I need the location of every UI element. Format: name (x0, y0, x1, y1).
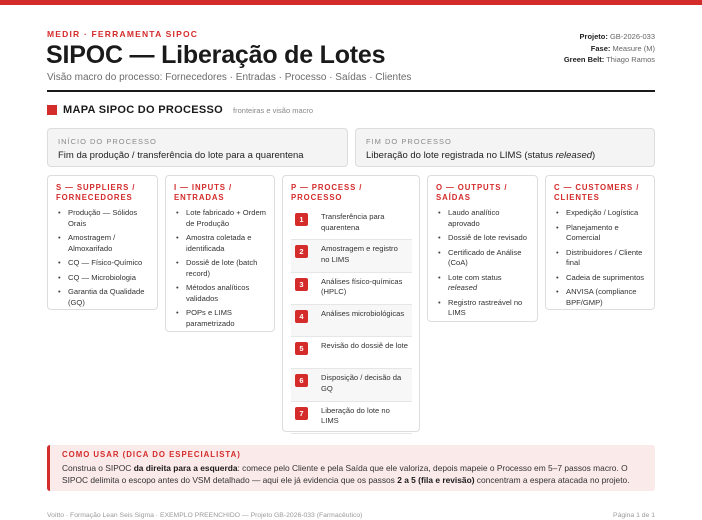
process-heading-line2: PROCESSO (291, 193, 343, 202)
list-item: • POPs e LIMS parametrizado (174, 308, 267, 329)
meta-phase (564, 43, 655, 55)
customers-heading-line1: C — CUSTOMERS / (554, 183, 640, 192)
process-step (291, 337, 412, 369)
process-step (291, 369, 412, 401)
step-number-badge: 6 (295, 374, 308, 387)
outputs-heading (436, 183, 530, 203)
list-item: • Dossiê de lote revisado (436, 233, 530, 244)
suppliers-column (47, 175, 158, 310)
step-label: Revisão do dossiê de lote (321, 341, 408, 351)
list-item: • Métodos analíticos validados (174, 283, 267, 304)
process-end-text-main: Liberação do lote registrada no LIMS (status (366, 150, 556, 161)
process-start-box (47, 128, 348, 167)
suppliers-heading (56, 183, 150, 203)
page-subtitle: Visão macro do processo: Fornecedores · Entradas · Processo · Saídas · Clientes (47, 72, 412, 83)
step-number-badge: 1 (295, 213, 308, 226)
outputs-item4-status: released (448, 283, 478, 292)
outputs-column (427, 175, 538, 322)
inputs-column (165, 175, 275, 332)
list-item: • Certificado de Análise (CoA) (436, 248, 530, 269)
inputs-heading (174, 183, 267, 203)
customers-list (554, 208, 647, 308)
process-column (282, 175, 420, 432)
step-label: Análises físico-químicas (HPLC) (321, 276, 403, 297)
step-label: Liberação do lote no LIMS (321, 405, 390, 426)
meta-phase-value: Measure (M) (612, 43, 655, 53)
process-end-text-close: ) (592, 150, 596, 161)
top-accent-bar (0, 0, 702, 5)
section-marker-icon (47, 105, 57, 115)
step-number-badge: 7 (295, 407, 308, 420)
list-item: • Laudo analítico aprovado (436, 208, 530, 229)
expert-tip-box (47, 445, 655, 491)
step-number-badge: 3 (295, 278, 308, 291)
customers-heading (554, 183, 647, 203)
step-number-badge: 2 (295, 245, 308, 258)
page-title: SIPOC — Liberação de Lotes (46, 41, 386, 69)
list-item: • Planejamento e Comercial (554, 223, 647, 244)
list-item: • CQ — Físico-Químico (56, 258, 150, 269)
suppliers-heading-line1: S — SUPPLIERS / (56, 183, 136, 192)
outputs-list (436, 208, 530, 319)
inputs-heading-line2: ENTRADAS (174, 193, 225, 202)
meta-project-value: GB-2026-033 (609, 32, 655, 41)
list-item: • Lote fabricado + Ordem de Produção (174, 208, 267, 229)
suppliers-heading-line2: FORNECEDORES (56, 193, 133, 202)
section-note: fronteiras e visão macro (233, 106, 314, 115)
list-item: • Cadeia de suprimentos (554, 273, 647, 284)
list-item: • Produção — Sólidos Orais (56, 208, 150, 229)
section-title: MAPA SIPOC DO PROCESSO (63, 104, 224, 116)
tip-text-part: Construa o SIPOC (62, 463, 134, 473)
outputs-item4-text: Lote com status (448, 272, 502, 282)
process-steps (291, 208, 412, 434)
list-item: • Amostragem / Almoxarifado (56, 233, 150, 254)
list-item: • Garantia da Qualidade (GQ) (56, 287, 150, 308)
list-item: • Expedição / Logística (554, 208, 647, 219)
inputs-list (174, 208, 267, 329)
meta-phase-label: Fase: (590, 43, 611, 53)
process-step (291, 208, 412, 240)
tip-text-part: : comece pelo Cliente e pela Saída que ele valoriza, depois mapeie o Processo em 5–7 passos macro. O SIPOC delimita o escopo antes do VSM detalhado — aqui ele já evidencia que os passos (62, 463, 628, 485)
customers-heading-line2: CLIENTES (554, 193, 600, 202)
tip-text-part: concentram a espera atacada no projeto. (474, 474, 630, 485)
step-label: Análises microbiológicas (321, 308, 405, 318)
process-end-text (366, 150, 644, 161)
meta-belt-label: Green Belt: (563, 55, 605, 64)
meta-project-label: Projeto: (579, 32, 608, 41)
list-item: • Amostra coletada e identificada (174, 233, 267, 254)
list-item: • Distribuidores / Cliente final (554, 248, 647, 269)
outputs-heading-line1: O — OUTPUTS / (436, 183, 508, 192)
expert-tip-label: COMO USAR (DICA DO ESPECIALISTA) (62, 450, 241, 459)
footer-left-text: Voitto · Formação Lean Seis Sigma · EXEMPLO PREENCHIDO — Projeto GB-2026-033 (Farmacêutico) (47, 512, 363, 519)
step-label: Disposição / decisão da GQ (321, 373, 402, 393)
step-label: Transferência para quarentena (321, 212, 385, 232)
list-item: • Dossiê de lote (batch record) (174, 258, 267, 279)
process-step (291, 273, 412, 305)
tip-text-emphasis: 2 a 5 (fila e revisão) (397, 474, 475, 485)
page-number: Página 1 de 1 (613, 512, 655, 519)
process-start-text: Fim da produção / transferência do lote para a quarentena (58, 150, 304, 161)
tip-text-emphasis: da direita para a esquerda (133, 463, 238, 473)
list-item: • Registro rastreável no LIMS (436, 298, 530, 319)
inputs-heading-line1: I — INPUTS / (174, 183, 233, 192)
process-end-box (355, 128, 655, 167)
list-item (436, 273, 530, 294)
process-start-label: INÍCIO DO PROCESSO (58, 137, 157, 146)
step-number-badge: 5 (295, 342, 308, 355)
process-heading-line1: P — PROCESS / (291, 183, 363, 192)
list-item: • ANVISA (compliance BPF/GMP) (554, 287, 647, 308)
process-step (291, 240, 412, 272)
project-meta (564, 31, 655, 66)
meta-belt (564, 54, 655, 66)
process-step (291, 305, 412, 337)
meta-project (564, 31, 655, 43)
suppliers-list (56, 208, 150, 308)
customers-column (545, 175, 655, 310)
process-step (291, 402, 412, 434)
page-footer (47, 512, 655, 519)
header-kicker: MEDIR · FERRAMENTA SIPOC (47, 29, 199, 39)
process-heading (291, 183, 412, 203)
expert-tip-text (62, 463, 645, 486)
step-number-badge: 4 (295, 310, 308, 323)
process-end-text-status: released (555, 150, 593, 161)
header-divider (47, 90, 655, 92)
step-label: Amostragem e registro no LIMS (321, 244, 398, 264)
list-item: • CQ — Microbiologia (56, 273, 150, 284)
section-header (47, 104, 313, 116)
meta-belt-value: Thiago Ramos (606, 55, 655, 64)
outputs-heading-line2: SAÍDAS (436, 193, 471, 202)
process-end-label: FIM DO PROCESSO (366, 137, 452, 146)
